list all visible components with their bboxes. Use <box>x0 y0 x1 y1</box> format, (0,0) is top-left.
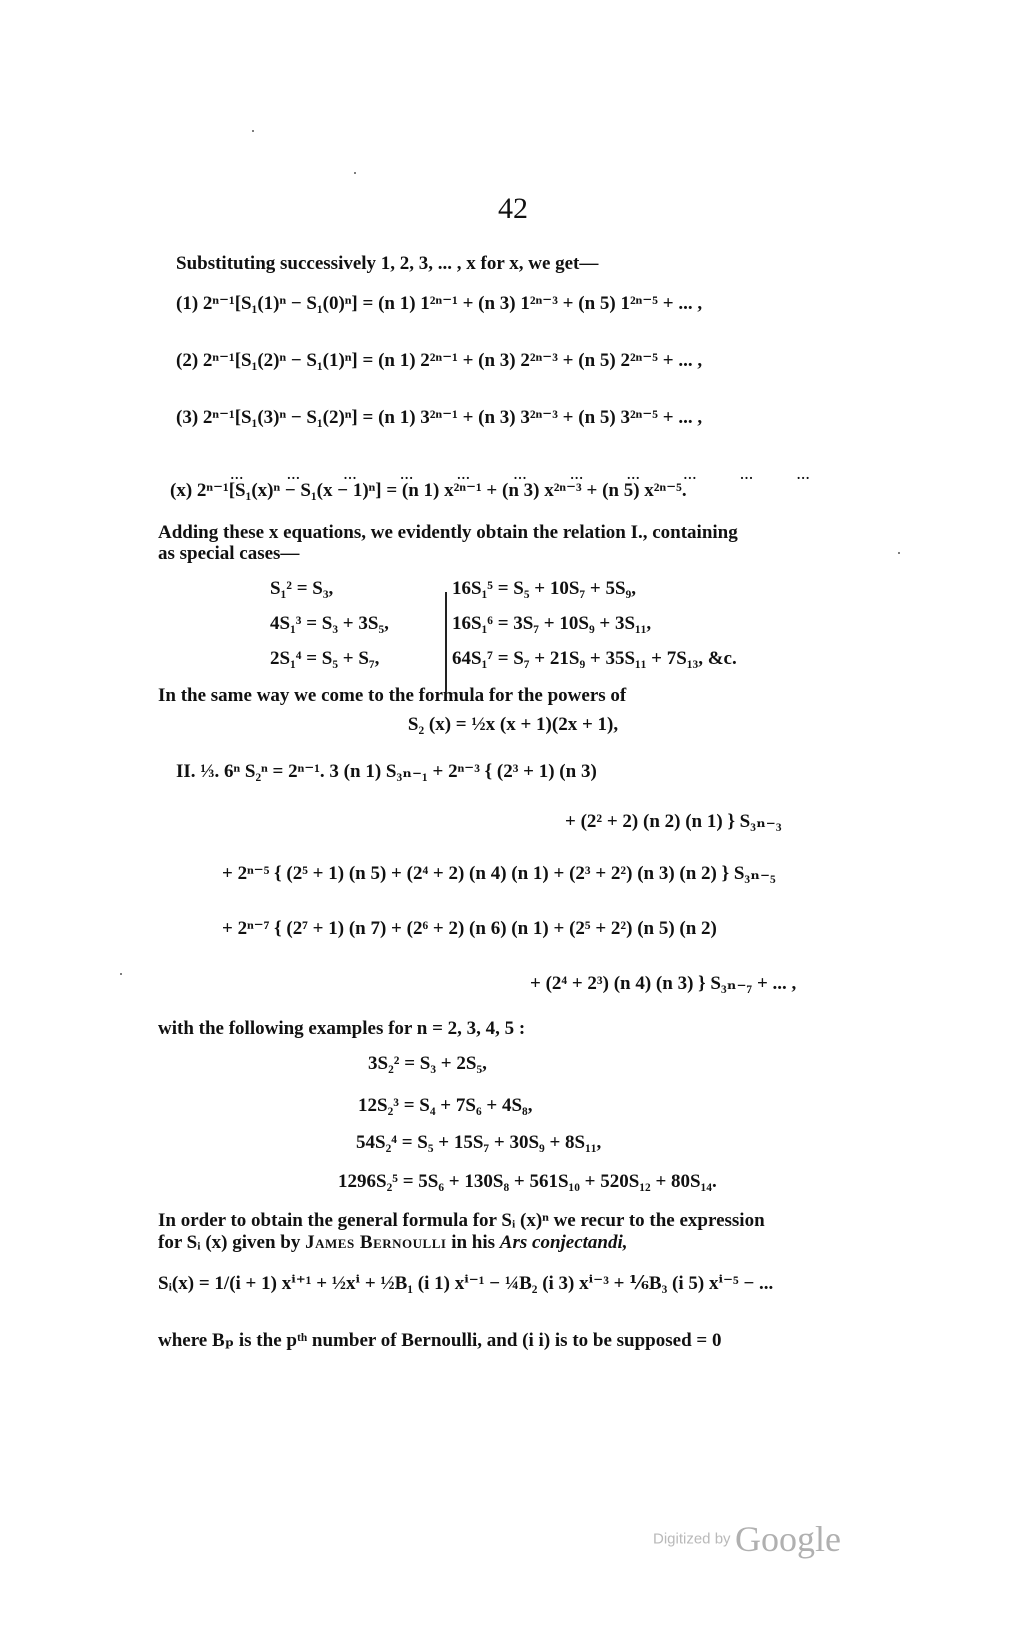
equation-3: (3) 2ⁿ⁻¹[S₁(3)ⁿ − S₁(2)ⁿ] = (n 1) 3²ⁿ⁻¹ + (n 3) 3²ⁿ⁻³ + (n 5) 3²ⁿ⁻⁵ + ... , <box>176 407 703 428</box>
scan-speck <box>354 172 356 174</box>
equation-1: (1) 2ⁿ⁻¹[S₁(1)ⁿ − S₁(0)ⁿ] = (n 1) 1²ⁿ⁻¹ + (n 3) 1²ⁿ⁻³ + (n 5) 1²ⁿ⁻⁵ + ... , <box>176 293 703 314</box>
example-2: 12S₂³ = S₄ + 7S₆ + 4S₈, <box>358 1095 533 1116</box>
watermark-small-text: Digitized by <box>653 1530 731 1548</box>
order-text-1: In order to obtain the general formula for Sᵢ (x)ⁿ we recur to the expression <box>158 1210 765 1231</box>
order-text-2c: in his <box>446 1232 500 1253</box>
formula-II-line-5: + (2⁴ + 2³) (n 4) (n 3) } S₃ₙ₋₇ + ... , <box>530 973 797 994</box>
ellipsis: ... <box>286 463 301 483</box>
bernoulli-formula: Sᵢ(x) = 1/(i + 1) xⁱ⁺¹ + ½xⁱ + ½B₁ (i 1) xⁱ⁻¹ − ¼B₂ (i 3) xⁱ⁻³ + ⅙B₃ (i 5) xⁱ⁻⁵ − ... <box>158 1273 774 1294</box>
ellipsis: ... <box>739 463 754 483</box>
ellipsis: ... <box>683 463 697 483</box>
example-3: 54S₂⁴ = S₅ + 15S₇ + 30S₉ + 8S₁₁, <box>356 1132 602 1153</box>
example-4: 1296S₂⁵ = 5S₆ + 130S₈ + 561S₁₀ + 520S₁₂ + 80S₁₄. <box>338 1171 717 1192</box>
adding-text-1: Adding these x equations, we evidently obtain the relation I., containing <box>158 522 738 543</box>
formula-II-line-1: II. ⅓. 6ⁿ S₂ⁿ = 2ⁿ⁻¹. 3 (n 1) S₃ₙ₋₁ + 2ⁿ⁻³ { (2³ + 1) (n 3) <box>176 761 597 782</box>
ellipsis: ... <box>569 463 584 483</box>
case-right-1: 16S₁⁵ = S₅ + 10S₇ + 5S₉, <box>452 578 636 599</box>
ellipsis: ... <box>513 463 527 483</box>
order-text-2a: for Sᵢ (x) given by <box>158 1232 306 1253</box>
ellipsis: ... <box>399 463 414 483</box>
case-right-2: 16S₁⁶ = 3S₇ + 10S₉ + 3S₁₁, <box>452 613 652 634</box>
scan-speck <box>898 552 900 554</box>
where-text: where Bₚ is the pᵗʰ number of Bernoulli, and (i i) is to be supposed = 0 <box>158 1330 722 1351</box>
examples-intro: with the following examples for n = 2, 3, 4, 5 : <box>158 1018 526 1039</box>
same-way-text: In the same way we come to the formula for the powers of <box>158 685 627 706</box>
page-number: 42 <box>498 192 528 225</box>
ellipsis: ... <box>230 463 244 483</box>
ellipsis: ... <box>626 463 640 483</box>
formula-II-line-3: + 2ⁿ⁻⁵ { (2⁵ + 1) (n 5) + (2⁴ + 2) (n 4) (n 1) + (2³ + 2²) (n 3) (n 2) } S₃ₙ₋₅ <box>222 863 776 884</box>
case-right-3: 64S₁⁷ = S₇ + 21S₉ + 35S₁₁ + 7S₁₃, &c. <box>452 648 737 669</box>
ellipsis: ... <box>456 463 471 483</box>
case-divider <box>445 592 447 692</box>
book-title: Ars conjectandi, <box>499 1232 628 1253</box>
s2-definition: S₂ (x) = ½x (x + 1)(2x + 1), <box>407 714 619 735</box>
ellipsis: ... <box>796 463 810 483</box>
intro-text: Substituting successively 1, 2, 3, ... , x for x, we get— <box>176 253 599 274</box>
author-name: James Bernoulli <box>305 1232 447 1253</box>
scan-speck <box>120 973 122 975</box>
order-text-2 <box>158 1231 628 1255</box>
case-left-2: 4S₁³ = S₃ + 3S₅, <box>270 613 389 634</box>
equation-2: (2) 2ⁿ⁻¹[S₁(2)ⁿ − S₁(1)ⁿ] = (n 1) 2²ⁿ⁻¹ + (n 3) 2²ⁿ⁻³ + (n 5) 2²ⁿ⁻⁵ + ... , <box>176 350 703 371</box>
adding-text-2: as special cases— <box>158 543 300 564</box>
formula-II-line-2: + (2² + 2) (n 2) (n 1) } S₃ₙ₋₃ <box>565 811 782 832</box>
formula-II-line-4: + 2ⁿ⁻⁷ { (2⁷ + 1) (n 7) + (2⁶ + 2) (n 6) (n 1) + (2⁵ + 2²) (n 5) (n 2) <box>222 918 717 939</box>
case-left-3: 2S₁⁴ = S₅ + S₇, <box>270 648 380 669</box>
digitized-watermark <box>653 1518 841 1560</box>
example-1: 3S₂² = S₃ + 2S₅, <box>368 1053 487 1074</box>
ellipsis: ... <box>343 463 357 483</box>
case-left-1: S₁² = S₃, <box>270 578 334 599</box>
scan-speck <box>252 130 254 132</box>
equation-x: (x) 2ⁿ⁻¹[S₁(x)ⁿ − S₁(x − 1)ⁿ] = (n 1) x²ⁿ⁻¹ + (n 3) x²ⁿ⁻³ + (n 5) x²ⁿ⁻⁵. <box>170 480 687 501</box>
google-logo: Google <box>735 1519 841 1559</box>
